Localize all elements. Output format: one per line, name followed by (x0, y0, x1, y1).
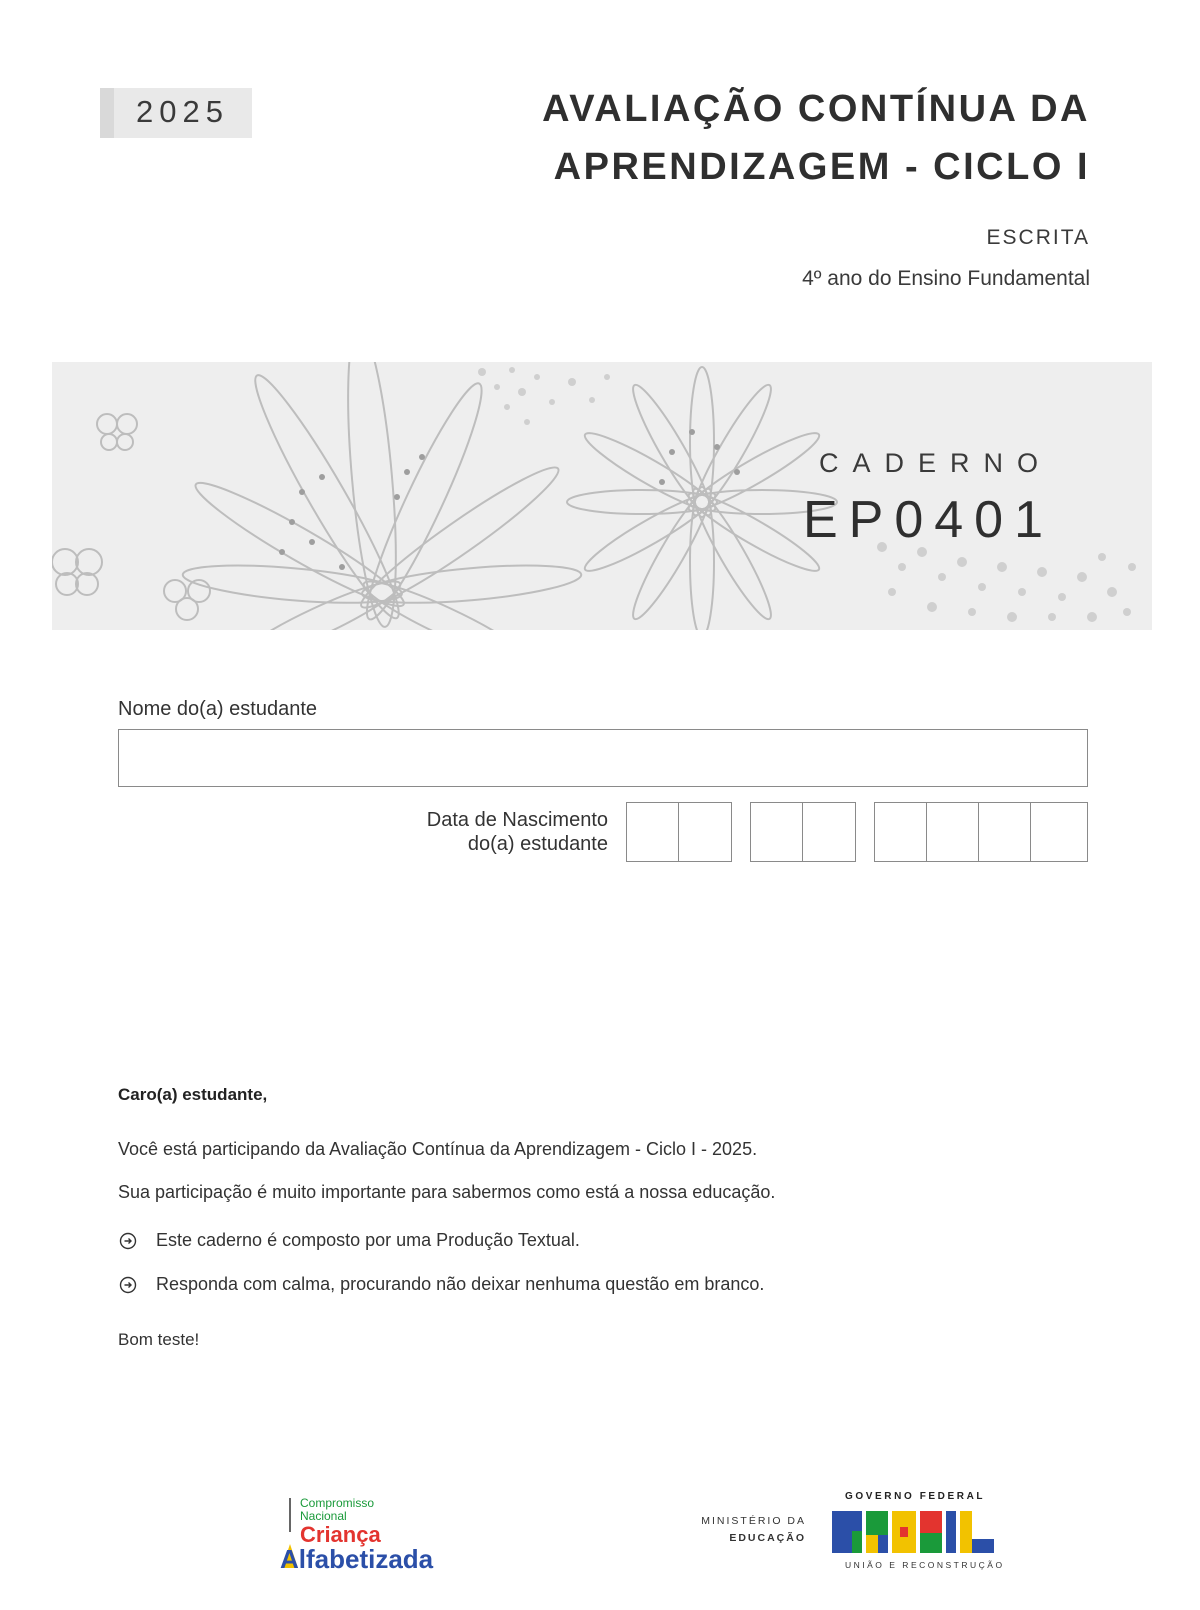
intro-paragraph-2: Sua participação é muito importante para sabermos como está a nossa educação. (118, 1182, 776, 1202)
uniao-reconstrucao-label: UNIÃO E RECONSTRUÇÃO (845, 1560, 1005, 1570)
student-name-field[interactable] (118, 729, 1088, 787)
birth-year-digit-2[interactable] (927, 803, 979, 861)
page-title (390, 80, 1090, 196)
crianca-alfabetizada-logo (278, 1492, 478, 1572)
instruction-item (118, 1230, 580, 1251)
caderno-code: EP0401 (802, 491, 1054, 549)
intro-paragraph-1: Você está participando da Avaliação Contínua da Aprendizagem - Ciclo I - 2025. (118, 1139, 758, 1159)
closing-text: Bom teste! (118, 1330, 200, 1349)
birth-day-boxes (626, 802, 732, 862)
title-line-2: APRENDIZAGEM - CICLO I (553, 146, 1090, 188)
birth-day-digit-2[interactable] (679, 803, 731, 861)
logo-left-line-1: Compromisso (300, 1496, 375, 1510)
birth-date-label (360, 808, 608, 856)
birth-date-label-line-1: Data de Nascimento (426, 809, 608, 831)
logo-left-line-3: Criança (300, 1522, 381, 1547)
instruction-text: Responda com calma, procurando não deixar nenhuma questão em branco. (156, 1274, 765, 1294)
birth-day-digit-1[interactable] (627, 803, 679, 861)
birth-month-boxes (750, 802, 856, 862)
ministerio-educacao-logo (690, 1513, 806, 1547)
subject-label: ESCRITA (986, 226, 1090, 249)
title-line-1: AVALIAÇÃO CONTÍNUA DA (542, 88, 1090, 130)
birth-date-label-line-2: do(a) estudante (467, 833, 608, 855)
instruction-text: Este caderno é composto por uma Produção Textual. (156, 1230, 580, 1250)
brasil-logo (828, 1505, 998, 1557)
student-name-label: Nome do(a) estudante (118, 698, 318, 720)
birth-year-digit-3[interactable] (979, 803, 1031, 861)
birth-year-digit-4[interactable] (1031, 803, 1083, 861)
grade-label: 4º ano do Ensino Fundamental (802, 267, 1090, 290)
mec-line-1: MINISTÉRIO DA (701, 1515, 806, 1527)
year-badge (100, 88, 252, 138)
instruction-item (118, 1274, 764, 1295)
logo-left-line-4: Alfabetizada (280, 1544, 434, 1572)
birth-year-boxes (874, 802, 1088, 862)
brasil-word: BRASIL (911, 1539, 915, 1540)
mec-line-2: EDUCAÇÃO (729, 1532, 806, 1544)
arrow-circle-icon (118, 1275, 138, 1295)
year-text: 2025 (136, 94, 229, 129)
arrow-circle-icon (118, 1231, 138, 1251)
caderno-label: CADERNO (818, 448, 1052, 478)
birth-month-digit-1[interactable] (751, 803, 803, 861)
birth-month-digit-2[interactable] (803, 803, 855, 861)
birth-year-digit-1[interactable] (875, 803, 927, 861)
logo-left-line-2: Nacional (300, 1509, 347, 1523)
governo-federal-label: GOVERNO FEDERAL (845, 1491, 986, 1502)
greeting: Caro(a) estudante, (118, 1085, 268, 1104)
